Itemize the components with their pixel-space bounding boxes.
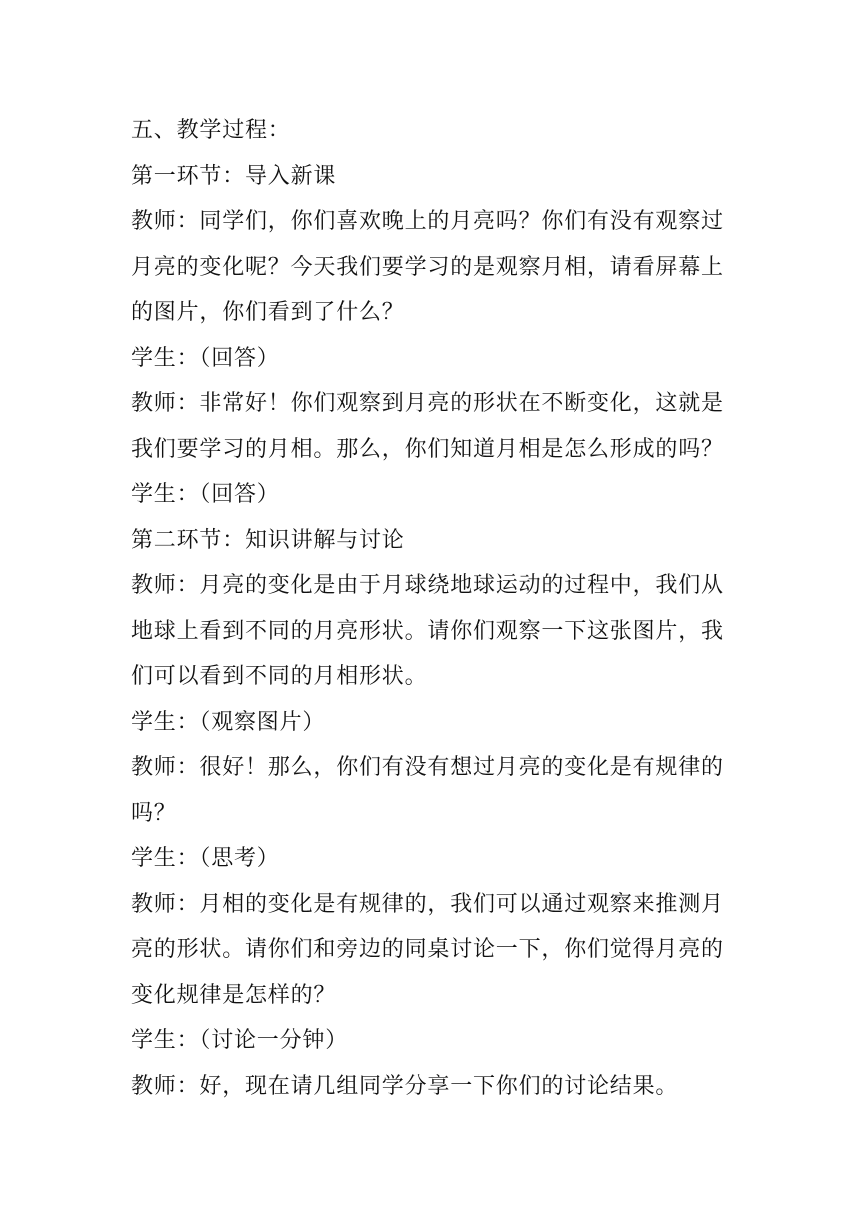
- teacher-line-cont: 的图片，你们看到了什么？: [131, 300, 405, 325]
- teacher-line: 教师：很好！那么，你们有没有想过月亮的变化是有规律的: [131, 755, 724, 780]
- teacher-line: 教师：非常好！你们观察到月亮的形状在不断变化，这就是: [131, 391, 724, 416]
- student-line: 学生：（讨论一分钟）: [131, 1028, 349, 1053]
- student-line: 学生：（回答）: [131, 482, 280, 507]
- student-line: 学生：（思考）: [131, 846, 280, 871]
- teacher-line-cont: 吗？: [131, 800, 177, 826]
- student-line: 学生：（观察图片）: [131, 709, 326, 735]
- teacher-line-cont: 地球上看到不同的月亮形状。请你们观察一下这张图片，我: [131, 618, 724, 644]
- document-body: [131, 108, 731, 1109]
- subsection-heading: 第一环节：导入新课: [131, 163, 337, 189]
- teacher-line-cont: 们可以看到不同的月相形状。: [131, 664, 428, 689]
- teacher-line: 教师：月相的变化是有规律的，我们可以通过观察来推测月: [131, 891, 724, 917]
- teacher-line: 教师：好，现在请几组同学分享一下你们的讨论结果。: [131, 1073, 679, 1099]
- teacher-line-cont: 月亮的变化呢？今天我们要学习的是观察月相，请看屏幕上: [131, 254, 724, 280]
- teacher-line: 教师：月亮的变化是由于月球绕地球运动的过程中，我们从: [131, 573, 724, 598]
- teacher-line-cont: 变化规律是怎样的？: [131, 982, 337, 1008]
- subsection-heading: 第二环节：知识讲解与讨论: [131, 527, 405, 553]
- student-line: 学生：（回答）: [131, 345, 280, 371]
- section-heading: 五、教学过程：: [131, 118, 291, 143]
- teacher-line-cont: 亮的形状。请你们和旁边的同桌讨论一下，你们觉得月亮的: [131, 937, 724, 962]
- teacher-line: 教师：同学们，你们喜欢晚上的月亮吗？你们有没有观察过: [131, 209, 724, 234]
- teacher-line-cont: 我们要学习的月相。那么，你们知道月相是怎么形成的吗？: [131, 436, 724, 462]
